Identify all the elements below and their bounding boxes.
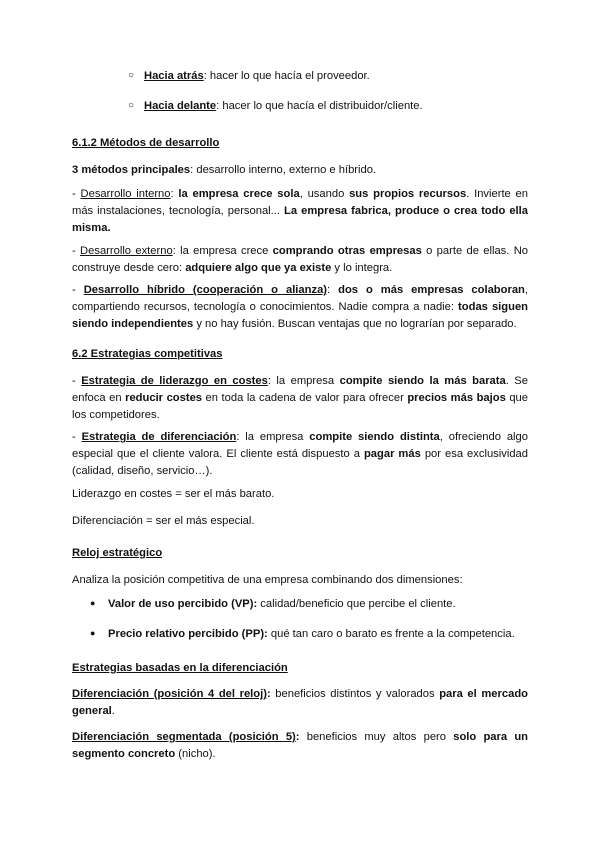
sub-item-text: : hacer lo que hacía el proveedor. [203,70,370,82]
term-desarrollo-hibrido: Desarrollo híbrido (cooperación o alianza) [83,284,328,296]
paragraph-diferenciacion: - Estrategia de diferenciación: la empresa compite siendo distinta, ofreciendo algo especial que el cliente valora. El cliente está dispuesto a pagar más por esa exclusividad (calidad, diseño, servicio…). [72,431,528,477]
summary-diferenciacion: Diferenciación = ser el más especial. [72,515,255,527]
paragraph-desarrollo-hibrido: - Desarrollo híbrido (cooperación o alianza): dos o más empresas colaboran, compartiendo recursos, tecnología o conocimientos. Nadie compra a nadie: todas siguen siendo independientes y no hay fusión. Buscan ventajas que no lograrían por separado. [72,284,528,330]
sub-item-text: : hacer lo que hacía el distribuidor/cliente. [216,100,423,112]
summary-liderazgo: Liderazgo en costes = ser el más barato. [72,488,275,500]
filled-circle-bullet-icon: ● [90,598,96,608]
term-liderazgo-costes: Estrategia de liderazgo en costes [81,375,268,387]
hollow-circle-bullet-icon: ○ [128,70,135,81]
heading-reloj-estrategico: Reloj estratégico [72,547,163,559]
filled-circle-bullet-icon: ● [90,628,96,638]
section-heading-6-1-2: 6.1.2 Métodos de desarrollo [72,137,220,149]
heading-estrategias-diferenciacion: Estrategias basadas en la diferenciación [72,662,288,674]
hollow-circle-bullet-icon: ○ [128,100,135,111]
paragraph-reloj-intro: Analiza la posición competitiva de una empresa combinando dos dimensiones: [72,574,463,586]
term-diferenciacion: Estrategia de diferenciación [81,431,237,443]
paragraph-diferenciacion-pos5: Diferenciación segmentada (posición 5): beneficios muy altos pero solo para un segmento concreto (nicho). [72,731,529,760]
term-desarrollo-interno: Desarrollo interno [80,188,171,200]
paragraph-desarrollo-interno: - Desarrollo interno: la empresa crece sola, usando sus propios recursos. Invierte en más instalaciones, tecnología, personal... La empresa fabrica, produce o crea todo ella misma. [72,188,528,234]
sub-item-label: Hacia delante [144,100,217,112]
paragraph-diferenciacion-pos4: Diferenciación (posición 4 del reloj): beneficios distintos y valorados para el mercado general. [72,688,528,717]
paragraph-desarrollo-externo: - Desarrollo externo: la empresa crece comprando otras empresas o parte de ellas. No construye desde cero: adquiere algo que ya existe y lo integra. [72,245,528,274]
sub-item-label: Hacia atrás [144,70,204,82]
paragraph-metodos: 3 métodos principales: desarrollo interno, externo e híbrido. [72,164,377,176]
paragraph-liderazgo-costes: - Estrategia de liderazgo en costes: la empresa compite siendo la más barata. Se enfoca en reducir costes en toda la cadena de valor para ofrecer precios más bajos que los competidores. [72,375,528,421]
term-desarrollo-externo: Desarrollo externo [80,245,173,257]
section-heading-6-2: 6.2 Estrategias competitivas [72,348,223,360]
